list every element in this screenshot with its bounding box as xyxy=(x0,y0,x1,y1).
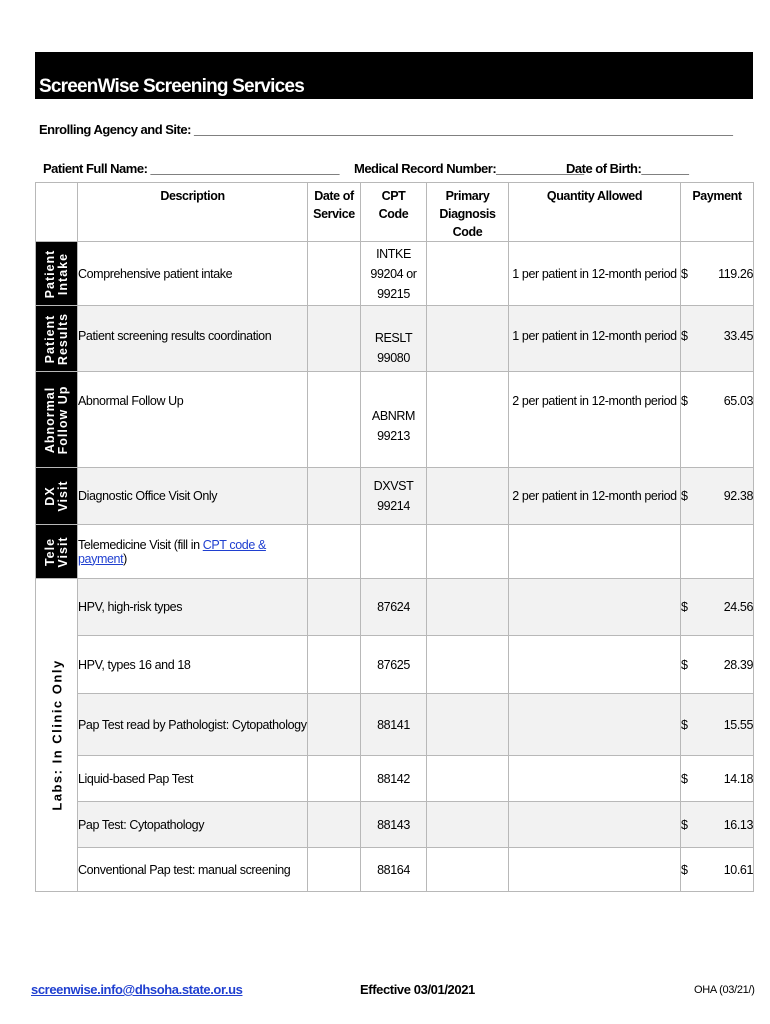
date-of-birth-field[interactable]: Date of Birth:_______ xyxy=(566,161,689,176)
payment-cell xyxy=(681,306,754,372)
currency-symbol: $ xyxy=(681,600,688,614)
row-description: Patient screening results coordination xyxy=(78,306,308,372)
primary-diagnosis-cell[interactable] xyxy=(427,848,509,892)
category-label: Patient xyxy=(42,249,57,298)
category-label: Follow Up xyxy=(55,385,70,454)
payment-value: 24.56 xyxy=(723,600,753,614)
category-abnormal-follow-up xyxy=(36,372,78,468)
row-description: Pap Test: Cytopathology xyxy=(78,802,308,848)
quantity-allowed-cell: 1 per patient in 12-month period xyxy=(509,306,681,372)
row-description xyxy=(78,525,308,579)
category-label: Labs: In Clinic Only xyxy=(49,659,64,811)
cpt-code-cell xyxy=(361,372,427,468)
category-label: Patient xyxy=(42,314,57,363)
payment-cell xyxy=(681,802,754,848)
date-of-service-cell[interactable] xyxy=(308,306,361,372)
cpt-line: INTKE xyxy=(376,246,411,261)
payment-value: 92.38 xyxy=(723,489,753,503)
patient-name-field[interactable]: Patient Full Name: ____________________________ xyxy=(43,161,339,176)
row-description: Abnormal Follow Up xyxy=(78,372,308,468)
quantity-allowed-cell: 2 per patient in 12-month period xyxy=(509,468,681,525)
quantity-allowed-cell: 1 per patient in 12-month period xyxy=(509,242,681,306)
cpt-code-cell xyxy=(361,468,427,525)
date-of-service-cell[interactable] xyxy=(308,525,361,579)
primary-diagnosis-cell[interactable] xyxy=(427,694,509,756)
primary-diagnosis-cell[interactable] xyxy=(427,636,509,694)
header-cpt-line-1: CPT xyxy=(381,189,406,203)
cpt-code-cell: 87625 xyxy=(361,636,427,694)
table-row xyxy=(36,372,754,468)
description-text: ) xyxy=(123,551,127,566)
category-label: DX xyxy=(42,486,57,506)
cpt-code-cell[interactable] xyxy=(361,525,427,579)
cpt-code-cell: 88142 xyxy=(361,756,427,802)
primary-diagnosis-cell[interactable] xyxy=(427,756,509,802)
currency-symbol: $ xyxy=(681,329,688,343)
payment-cell xyxy=(681,636,754,694)
category-label: Intake xyxy=(55,252,70,295)
form-code: OHA (03/21/) xyxy=(694,984,755,996)
date-of-service-cell[interactable] xyxy=(308,756,361,802)
header-cpt-line-2: Code xyxy=(378,207,409,221)
currency-symbol: $ xyxy=(681,771,688,786)
header-date-line-1: Date of xyxy=(314,189,354,203)
table-row xyxy=(36,579,754,636)
payment-value: 28.39 xyxy=(723,657,753,672)
header-quantity-allowed: Quantity Allowed xyxy=(509,183,681,242)
payment-cell xyxy=(681,848,754,892)
row-description: Liquid-based Pap Test xyxy=(78,756,308,802)
header-primary-diagnosis xyxy=(427,183,509,242)
cpt-code-cell: 88143 xyxy=(361,802,427,848)
quantity-allowed-cell: 2 per patient in 12-month period xyxy=(509,372,681,468)
cpt-code-cell: 88141 xyxy=(361,694,427,756)
category-label: Abnormal xyxy=(42,386,57,453)
date-of-service-cell[interactable] xyxy=(308,636,361,694)
payment-cell xyxy=(681,694,754,756)
cpt-line: DXVST xyxy=(373,479,414,493)
description-text: Telemedicine Visit (fill in xyxy=(78,537,203,552)
quantity-allowed-cell xyxy=(509,802,681,848)
cpt-line: 99213 xyxy=(377,428,410,443)
quantity-allowed-cell xyxy=(509,525,681,579)
table-row xyxy=(36,694,754,756)
page-title: ScreenWise Screening Services xyxy=(39,76,304,97)
table-row xyxy=(36,636,754,694)
header-cpt-code xyxy=(361,183,427,242)
primary-diagnosis-cell[interactable] xyxy=(427,468,509,525)
category-labs xyxy=(36,579,78,892)
category-patient-results xyxy=(36,306,78,372)
cpt-line: 99080 xyxy=(377,351,410,365)
row-description: Conventional Pap test: manual screening xyxy=(78,848,308,892)
currency-symbol: $ xyxy=(681,717,688,732)
header-primary-line-1: Primary xyxy=(445,189,490,203)
quantity-allowed-cell xyxy=(509,579,681,636)
quantity-allowed-cell xyxy=(509,848,681,892)
category-dx-visit xyxy=(36,468,78,525)
category-label: Visit xyxy=(55,535,70,568)
row-description: Pap Test read by Pathologist: Cytopathology xyxy=(78,694,308,756)
row-description: Diagnostic Office Visit Only xyxy=(78,468,308,525)
row-description: HPV, high-risk types xyxy=(78,579,308,636)
header-description: Description xyxy=(78,183,308,242)
effective-date: Effective 03/01/2021 xyxy=(360,982,475,997)
table-row xyxy=(36,756,754,802)
enrolling-agency-field[interactable]: Enrolling Agency and Site: ________________________________________________________________________________ xyxy=(39,122,733,137)
date-of-service-cell[interactable] xyxy=(308,468,361,525)
cpt-line: 99204 or xyxy=(370,266,417,281)
payment-value: 14.18 xyxy=(723,771,753,786)
date-of-service-cell[interactable] xyxy=(308,848,361,892)
payment-value: 119.26 xyxy=(718,266,753,281)
currency-symbol: $ xyxy=(681,657,688,672)
payment-value: 10.61 xyxy=(723,862,753,877)
cpt-code-cell xyxy=(361,242,427,306)
date-of-service-cell[interactable] xyxy=(308,372,361,468)
cpt-code-cell: 87624 xyxy=(361,579,427,636)
payment-value: 16.13 xyxy=(723,817,753,832)
category-label: Tele xyxy=(42,537,57,566)
table-row xyxy=(36,525,754,579)
header-category xyxy=(36,183,78,242)
currency-symbol: $ xyxy=(681,862,688,877)
cpt-code-payment-link[interactable]: CPT code & payment xyxy=(78,537,266,566)
row-description: HPV, types 16 and 18 xyxy=(78,636,308,694)
date-of-service-cell[interactable] xyxy=(308,579,361,636)
services-table xyxy=(35,182,754,892)
table-row xyxy=(36,468,754,525)
payment-cell xyxy=(681,468,754,525)
cpt-line: RESLT xyxy=(374,331,413,345)
payment-cell xyxy=(681,372,754,468)
category-patient-intake xyxy=(36,242,78,306)
quantity-allowed-cell xyxy=(509,756,681,802)
date-of-service-cell[interactable] xyxy=(308,694,361,756)
header-payment: Payment xyxy=(681,183,754,242)
quantity-allowed-cell xyxy=(509,636,681,694)
category-label: Results xyxy=(55,312,70,365)
contact-email-link[interactable]: screenwise.info@dhsoha.state.or.us xyxy=(31,982,243,997)
table-row xyxy=(36,242,754,306)
quantity-allowed-cell xyxy=(509,694,681,756)
title-bar xyxy=(35,52,753,99)
payment-value: 33.45 xyxy=(723,329,753,343)
primary-diagnosis-cell[interactable] xyxy=(427,306,509,372)
date-of-service-cell[interactable] xyxy=(308,802,361,848)
primary-diagnosis-cell[interactable] xyxy=(427,525,509,579)
table-header-row xyxy=(36,183,754,242)
payment-value: 65.03 xyxy=(723,394,753,408)
header-date-line-2: Service xyxy=(313,207,355,221)
payment-cell xyxy=(681,756,754,802)
table-row xyxy=(36,802,754,848)
primary-diagnosis-cell[interactable] xyxy=(427,242,509,306)
currency-symbol: $ xyxy=(681,394,688,408)
payment-value: 15.55 xyxy=(723,717,753,732)
header-primary-line-2: Diagnosis Code xyxy=(439,207,496,239)
header-date-of-service xyxy=(308,183,361,242)
primary-diagnosis-cell[interactable] xyxy=(427,579,509,636)
payment-cell[interactable] xyxy=(681,525,754,579)
cpt-line: 99214 xyxy=(377,499,410,513)
payment-cell xyxy=(681,579,754,636)
date-of-service-cell[interactable] xyxy=(308,242,361,306)
row-description: Comprehensive patient intake xyxy=(78,242,308,306)
payment-cell xyxy=(681,242,754,306)
cpt-code-cell: 88164 xyxy=(361,848,427,892)
currency-symbol: $ xyxy=(681,266,688,281)
cpt-line: ABNRM xyxy=(371,408,416,423)
table-row xyxy=(36,848,754,892)
cpt-line: 99215 xyxy=(377,286,410,301)
cpt-code-cell xyxy=(361,306,427,372)
primary-diagnosis-cell[interactable] xyxy=(427,372,509,468)
category-label: Visit xyxy=(55,480,70,512)
table-row xyxy=(36,306,754,372)
primary-diagnosis-cell[interactable] xyxy=(427,802,509,848)
category-tele-visit xyxy=(36,525,78,579)
currency-symbol: $ xyxy=(681,489,688,503)
medical-record-field[interactable]: Medical Record Number:_____________ xyxy=(354,161,584,176)
currency-symbol: $ xyxy=(681,817,688,832)
